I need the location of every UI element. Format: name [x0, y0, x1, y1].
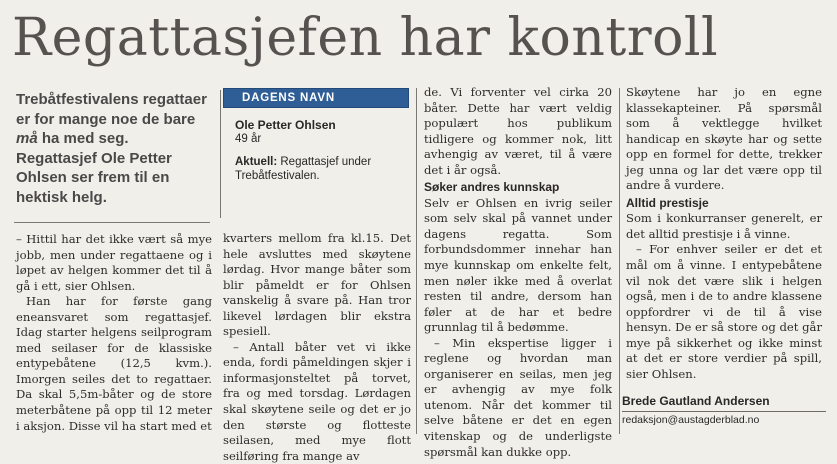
paragraph: – For enhver seiler er det et mål om å vinne. I entypebåtene vil nok det være slik i helgen også, men i de to andre klassene oppfordrer vi de til å vise hensyn. De er så store og det går mye på sikkerhet og ikke minst at det er store verdier på spill, sier Ohlsen.: [626, 242, 822, 381]
dagens-navn-header: DAGENS NAVN: [223, 88, 409, 108]
current-role: [235, 155, 409, 183]
column-rule: [619, 88, 620, 434]
paragraph: Selv er Ohlsen en ivrig seiler som selv skal på vannet under dagens regatta. Som forbundsdommer innehar han mye kunnskap om enkelte felt, men nøler ikke med å overlat resten til andre, dersom han føler at de har et bedre grunnlag til å bedømme.: [424, 195, 612, 335]
lede: [16, 90, 212, 208]
paragraph: Som i konkurranser generelt, er det alltid prestisje i å vinne.: [626, 211, 822, 241]
paragraph: de. Vi forventer vel cirka 20 båter. Dette har vært veldig populært hos publikum tidligere og kommer nok, litt avhengig av været, til å være det i år også.: [424, 85, 612, 177]
current-label: Aktuell:: [235, 156, 278, 168]
paragraph: – Hittil har det ikke vært så mye jobb, men under regattaene og i løpet av helgen kommer det til å gå i ett, sier Ohlsen.: [16, 232, 212, 293]
paragraph: Han har for første gang eneansvaret som regattasjef. Idag starter helgens seilprogram med seilaser for de klassiske entypebåtene (12,5 kvm.). Imorgen seiles det to regattaer. Da skal 5,5m-båter og de store meterbåtene på opp til 12 meter i aksjon. Disse vil ha start med et: [16, 294, 212, 433]
subheading: Søker andres kunnskap: [424, 180, 560, 195]
byline-name: Brede Gautland Andersen: [622, 394, 826, 412]
person-age: 49 år: [235, 133, 262, 145]
dagens-navn-box: [223, 88, 409, 183]
paragraph: kvarters mellom fra kl.15. Det hele avsluttes med skøytene lørdag. Hvor mange båter som blir påmeldt er for Ohlsen vanskelig å svare på. Han tror likevel lørdagen blir ekstra spesiell.: [223, 231, 411, 339]
byline: [622, 394, 826, 428]
person-name: Ole Petter Ohlsen: [235, 118, 336, 132]
current-text: Regattasjef under Trebåtfestivalen.: [235, 156, 372, 182]
lede-part1: Trebåtfestivalens regattaer er for mange noe de bare: [16, 91, 207, 128]
paragraph: – Min ekspertise ligger i reglene og hvordan man organiserer en seilas, men jeg er avhengig av mye folk utenom. Når det kommer til selve båtene er det en egen vitenskap og de underligste spørsmål kan dukke opp.: [424, 335, 612, 459]
article-column-3: [424, 85, 612, 460]
lede-emphasis: må: [16, 130, 38, 148]
lede-part2: ha med seg. Regattasjef Ole Petter Ohlsen ser frem til en hektisk helg.: [16, 130, 172, 206]
column-rule: [416, 88, 417, 434]
paragraph: – Antall båter vet vi ikke enda, fordi påmeldingen skjer i informasjonsteltet på torvet, fra og med torsdag. Lørdagen skal skøytene seile og det er jo den største og flotteste seilasen, med mye flott seilføring fra mange av: [223, 339, 411, 463]
headline: Regattasjefen har kontroll: [12, 8, 719, 68]
subheading: Alltid prestisje: [626, 195, 709, 210]
dagens-navn-body: [223, 108, 409, 183]
article-column-4: [626, 85, 822, 382]
column-rule: [14, 222, 210, 223]
paragraph: Skøytene har jo en egne klassekapteiner. På spørsmål som å vektlegge hvilket handicap en skøyte har og sette opp en formel for dette, trekker jeg unna og lar det være opp til andre å vurdere.: [626, 85, 822, 193]
article-column-1: [16, 232, 212, 434]
byline-email: redaksjon@austagderblad.no: [622, 414, 760, 426]
column-rule: [220, 90, 221, 218]
article-column-2: [223, 231, 411, 464]
